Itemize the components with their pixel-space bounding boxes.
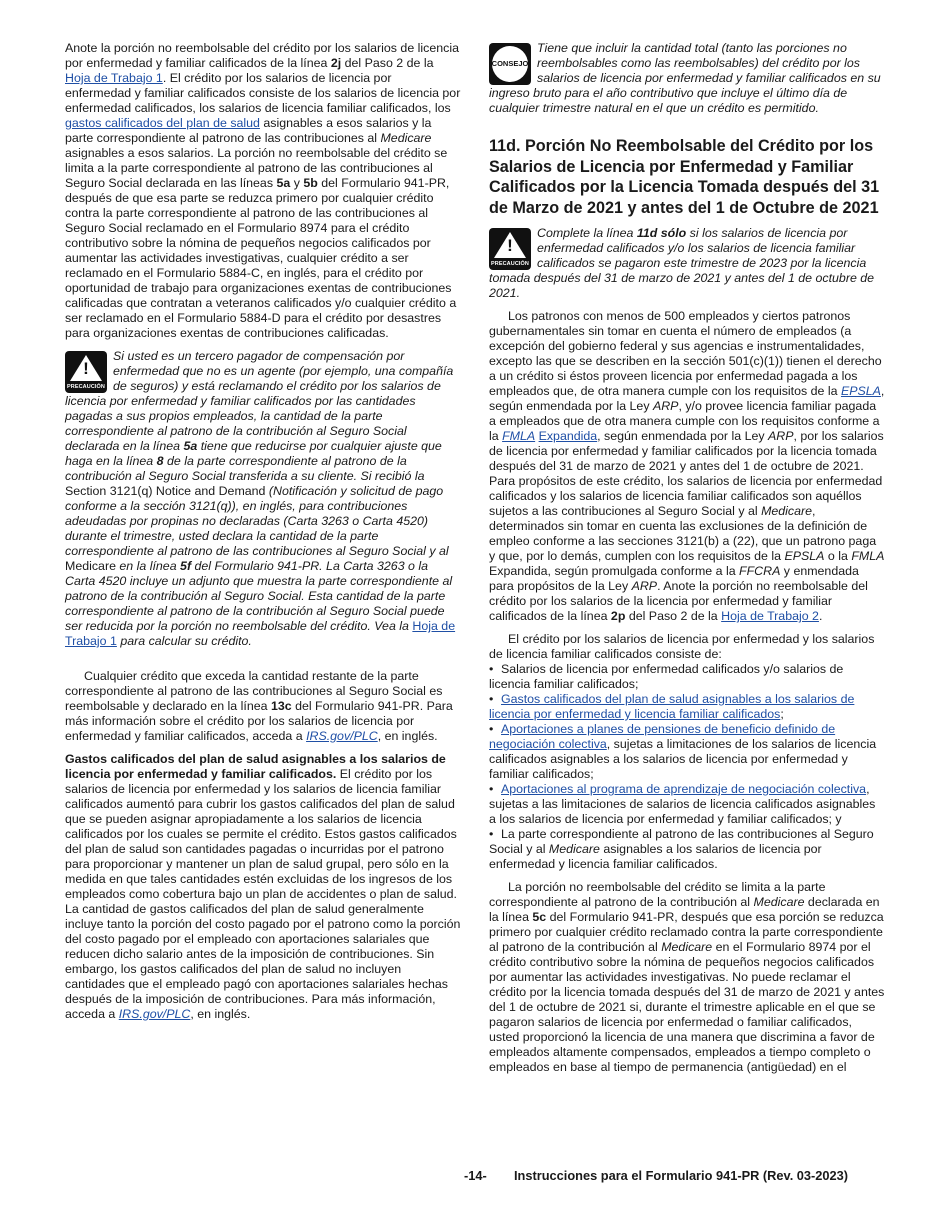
link-expandida[interactable]: Expandida — [538, 429, 598, 443]
link-fmla[interactable]: FMLA — [502, 429, 536, 443]
list-item: • Aportaciones a planes de pensiones de beneficio definido de negociación colectiva, sujetas a limitaciones de los salarios de licencia calificados asignables a los salarios de licencia por enfermedad y familiar calificados; — [489, 722, 877, 781]
left-paragraph-1: Anote la porción no reembolsable del crédito por los salarios de licencia por enfermedad y familiar calificados de la línea 2j del Paso 2 de la Hoja de Trabajo 1. El crédito por los salarios de licencia por enfermedad y familiar calificados consiste de los salarios de licencia por enfermedad calificados, los salarios de licencia familiar calificados, los gastos calificados del plan de salud asignables a esos salarios y la parte correspondiente al patrono de las contribuciones al Medicare asignables a esos salarios. La porción no reembolsable del crédito se limita a la parte correspondiente al patrono de las contribuciones al Seguro Social declarada en las líneas 5a y 5b del Formulario 941-PR, después de que esa parte se reduzca primero por cualquier crédito contra la parte correspondiente al patrono de las contribuciones al Seguro Social reclamado en el Formulario 8974 para el crédito contributivo sobre la nómina de pequeños negocios calificados por aumentar las actividades investigativas, cualquier crédito a ser reclamado en el Formulario 5884-C, en inglés, para el crédito por oportunidad de trabajo para organizaciones exentas de contribuciones calificadas que contratan a veteranos calificados y/o cualquier crédito a ser reclamado en el Formulario 5884-D para el crédito por desastres para organizaciones exentas de contribuciones calificadas. — [65, 41, 461, 340]
left-paragraph-2: Cualquier crédito que exceda la cantidad restante de la parte correspondiente al patrono de las contribuciones al Seguro Social es reembolsable y declarado en la línea 13c del Formulario 941-PR. Para más información sobre el crédito por los salarios de licencia por enfermedad y familiar calificados, acceda a IRS.gov/PLC, en inglés. — [65, 669, 453, 743]
link-hoja-de-trabajo-1-caution[interactable]: Hoja de Trabajo 1 — [65, 619, 456, 648]
link-hoja-de-trabajo-2[interactable]: Hoja de Trabajo 2 — [721, 609, 819, 623]
footer-title: Instrucciones para el Formulario 941-PR (Rev. 03-2023) — [514, 1168, 849, 1183]
page-number: -14- — [464, 1168, 487, 1183]
right-paragraph-2-intro: El crédito por los salarios de licencia por enfermedad y los salarios de licencia familiar calificados consiste de: — [489, 632, 875, 661]
caution-notice-right: ! PRECAUCIÓN Complete la línea 11d sólo si los salarios de licencia por enfermedad calificados y/o los salarios de licencia familiar calificados se pagaron este trimestre de 2023 por la licencia tomada después del 31 de marzo de 2021 y antes del 1 de octubre de 2021. — [489, 226, 875, 300]
left-column — [65, 41, 461, 1030]
link-aportaciones-planes-pensiones[interactable]: Aportaciones a planes de pensiones de beneficio definido de negociación colectiva — [489, 722, 836, 751]
caution-warning-icon: ! PRECAUCIÓN — [489, 228, 531, 270]
link-gastos-calificados-plan-salud[interactable]: gastos calificados del plan de salud — [65, 116, 260, 130]
list-item: • La parte correspondiente al patrono de las contribuciones al Seguro Social y al Medicare asignables a los salarios de licencia por enfermedad y licencia familiar calificados. — [489, 827, 874, 871]
link-hoja-de-trabajo-1[interactable]: Hoja de Trabajo 1 — [65, 71, 163, 85]
link-aportaciones-aprendizaje[interactable]: Aportaciones al programa de aprendizaje de negociación colectiva — [501, 782, 867, 796]
right-column — [489, 41, 885, 1083]
left-paragraph-3: Gastos calificados del plan de salud asignables a los salarios de licencia por enfermedad y familiar calificados. El crédito por los salarios de licencia por enfermedad y los salarios de licencia familiar calificados aumentó para cubrir los gastos calificados del plan de salud que se pueden asignar apropiadamente a los salarios de licencia calificados por los cuales se permite el crédito. Estos gastos calificados del plan de salud son cantidades pagadas o incurridas por el patrono para proporcionar y mantener un plan de salud grupal, pero sólo en la medida en que tales cantidades estén excluidas de los ingresos de los empleados como cobertura bajo un plan de accidentes o plan de salud. La cantidad de gastos calificados del plan de salud generalmente incluye tanto la porción del costo pagado por el patrono como la porción del costo pagado por el empleado con aportaciones salariales que reducen dicho salario antes de la imposición de contribuciones. Sin embargo, los gastos calificados del plan de salud no incluyen cantidades que el empleado pagó con aportaciones salariales hechas después de la imposición de contribuciones. Para más información, acceda a IRS.gov/PLC, en inglés. — [65, 752, 461, 1021]
tip-icon: CONSEJO — [489, 43, 531, 85]
link-gastos-plan-salud-asignables[interactable]: Gastos calificados del plan de salud asignables a los salarios de licencia por enfermedad y licencia familiar calificados — [489, 692, 855, 721]
list-item: • Aportaciones al programa de aprendizaje de negociación colectiva, sujetas a las limitaciones de salarios de licencia calificados asignables a los salarios de licencia por enfermedad y familiar calificados; y — [489, 782, 876, 826]
right-paragraph-3: La porción no reembolsable del crédito se limita a la parte correspondiente al patrono de la contribución al Medicare declarada en la línea 5c del Formulario 941-PR, después que esa porción se reduzca primero por cualquier crédito reclamado contra la parte correspondiente al patrono de la contribución al Medicare en el Formulario 8974 por el crédito contributivo sobre la nómina de pequeños negocios calificados por aumentar las actividades investigativas. No puede reclamar el crédito por la licencia tomada después del 31 de marzo de 2021 y antes del 1 de octubre de 2021 si, durante el trimestre aplicable en el que se pagaron salarios de licencia por enfermedad o familiar calificados, usted proporcionó la licencia de una manera que discrimina a favor de empleados altamente compensados, empleados a tiempo completo o empleados en base al tiempo de permanencia (antigüedad) en el — [489, 880, 885, 1074]
page-footer — [464, 1168, 894, 1183]
link-irs-gov-plc-2[interactable]: IRS.gov/PLC — [118, 1007, 191, 1021]
link-irs-gov-plc[interactable]: IRS.gov/PLC — [306, 729, 378, 743]
caution-warning-icon: ! PRECAUCIÓN — [65, 351, 107, 393]
subsection-heading: Gastos calificados del plan de salud asignables a los salarios de licencia por enfermedad y familiar calificados. — [65, 752, 446, 781]
right-paragraph-1: Los patronos con menos de 500 empleados y ciertos patronos gubernamentales sin tomar en cuenta el número de empleados (a excepción del gobierno federal y sus agencias e instrumentalidades, excepto las que se describen en la sección 501(c)(1)) tienen el derecho a un crédito si éstos proveen licencia por enfermedad pagada a los empleados que, de otra manera cumple con los requisitos de la EPSLA, según enmendada por la Ley ARP, y/o provee licencia familiar pagada a empleados que de otra manera cumple con los requisitos conforme a la FMLA Expandida, según enmendada por la Ley ARP, por los salarios de licencia por enfermedad y familiar calificados por la licencia tomada después del 31 de marzo de 2021 y antes del 1 de octubre de 2021. Para propósitos de este crédito, los salarios de licencia por enfermedad calificados y los salarios de licencia familiar calificados son aquéllos sujetos a las contribuciones al Seguro Social y al Medicare, determinados sin tomar en cuenta las exclusiones de la definición de empleo conforme a las secciones 3121(b) a (22), que un patrono paga y que, por lo demás, cumplen con los requisitos de la EPSLA o la FMLA Expandida, según promulgada conforme a la FFCRA y enmendada para propósitos de la Ley ARP. Anote la porción no reembolsable del crédito por los salarios de la licencia por enfermedad y familiar calificados de la línea 2p del Paso 2 de la Hoja de Trabajo 2. — [489, 309, 885, 623]
section-heading-11d: 11d. Porción No Reembolsable del Crédito por los Salarios de Licencia por Enfermedad y Familiar Calificados por la Licencia Tomada después del 31 de Marzo de 2021 y antes del 1 de Octubre de 2021 — [489, 137, 880, 217]
tip-notice: CONSEJO Tiene que incluir la cantidad total (tanto las porciones no reembolsables como las reembolsables) del crédito por los salarios de licencia por enfermedad y familiar calificados en su ingreso bruto para el año contributivo que incluye el último día de cualquier trimestre natural en el que un crédito es permitido. — [489, 41, 881, 115]
caution-notice-left: ! PRECAUCIÓN Si usted es un tercero pagador de compensación por enfermedad que no es un agente (por ejemplo, una compañía de seguros) y está reclamando el crédito por los salarios de licencia por enfermedad y familiar calificados por las cantidades pagadas a sus propios empleados, la cantidad de la parte correspondiente al patrono de la contribución al Seguro Social declarada en la línea 5a tiene que reducirse por cualquier ajuste que haga en la línea 8 de la parte correspondiente al patrono de la contribución al Seguro Social transferida a su cliente. Si recibió la Section 3121(q) Notice and Demand (Notificación y solicitud de pago conforme a la sección 3121(q)), en inglés, para contribuciones adeudadas por propinas no declaradas (Carta 3263 o Carta 4520) durante el trimestre, usted declara la cantidad de la parte correspondiente al patrono de las contribuciones al Seguro Social y al Medicare en la línea 5f del Formulario 941-PR. La Carta 3263 o la Carta 4520 incluye un adjunto que muestra la parte correspondiente al patrono de la contribución al Seguro Social. Esta cantidad de la parte correspondiente al patrono de la contribución al Seguro Social puede ser reducida por la porción no reembolsable del crédito. Vea la Hoja de Trabajo 1 para calcular su crédito. — [65, 349, 456, 648]
list-item: • Salarios de licencia por enfermedad calificados y/o salarios de licencia familiar calificados; — [489, 662, 844, 691]
list-item: • Gastos calificados del plan de salud asignables a los salarios de licencia por enfermedad y licencia familiar calificados; — [489, 692, 855, 721]
link-epsla[interactable]: EPSLA — [840, 384, 881, 398]
